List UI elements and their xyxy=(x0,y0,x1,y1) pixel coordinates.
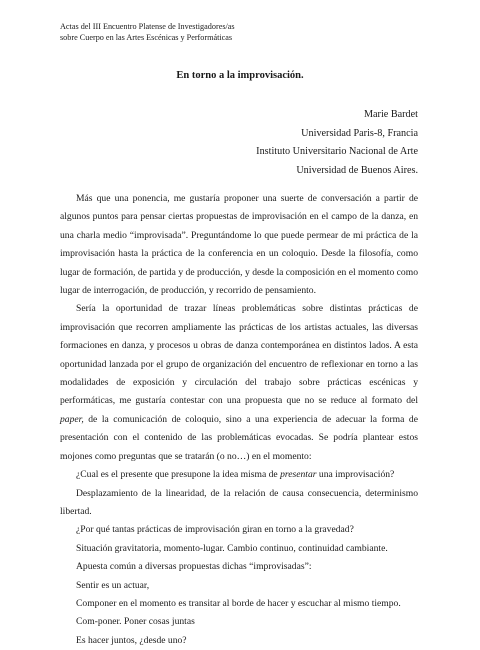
question-present: ¿Cual es el presente que presupone la idea misma de presentar una improvisación? xyxy=(76,469,395,481)
text-line: Situación gravitatoria, momento-lugar. Cambio continuo, continuidad cambiante. xyxy=(76,542,388,554)
article-body xyxy=(60,190,418,650)
text-line: Apuesta común a diversas propuestas dichas “improvisadas”: xyxy=(76,561,312,573)
question-gravity: ¿Por qué tantas prácticas de improvisación giran en torno a la gravedad? xyxy=(76,524,354,536)
author-affiliation: Universidad de Buenos Aires. xyxy=(296,164,418,176)
italic-word: paper, xyxy=(60,413,84,425)
article-title: En torno a la improvisación. xyxy=(176,70,304,81)
header-line-2: sobre Cuerpo en las Artes Escénicas y Performáticas xyxy=(60,32,233,42)
author-block xyxy=(158,106,418,180)
paragraph-opportunity: Sería la oportunidad de trazar líneas problemáticas sobre distintas prácticas de improvisación que recorren ampliamente las prácticas de los artistas actuales, las diversas formaciones en danza, y procesos u obras de danza contemporánea en distintos lados. A esta oportunidad lanzada por el grupo de organización del encuentro de reflexionar en torno a las modalidades de exposición y circulación del trabajo sobre prácticas escénicas y performáticas, me gustaría contestar con una propuesta que no se reduce al formato del paper, de la comunicación de coloquio, sino a una experiencia de adecuar la forma de presentación con el contenido de las problemáticas evocadas. Se podría plantear estos mojones como preguntas que se tratarán (o no…) en el momento: xyxy=(60,303,418,462)
header-line-1: Actas del III Encuentro Platense de Investigadores/as xyxy=(60,22,235,31)
text-line: Sentir es un actuar, xyxy=(76,579,150,591)
paragraph-displacement: Desplazamiento de la linearidad, de la relación de causa consecuencia, determinismo libertad. xyxy=(60,487,418,517)
author-affiliation: Instituto Universitario Nacional de Arte xyxy=(256,146,418,158)
italic-word: presentar xyxy=(280,469,317,481)
paragraph-intro: Más que una ponencia, me gustaría proponer una suerte de conversación a partir de algunos puntos para pensar ciertas propuestas de improvisación en el campo de la danza, en una charla medio “improvisada”. Preguntándome lo que puede permear de mi práctica de la improvisación hasta la práctica de la conferencia en un coloquio. Desde la filosofía, como lugar de formación, de partida y de producción, y desde la composición en el momento como lugar de interrogación, de producción, y recorrido de pensamiento. xyxy=(60,193,418,297)
text-line: Componer en el momento es transitar al borde de hacer y escuchar al mismo tiempo. xyxy=(76,597,401,609)
author-name: Marie Bardet xyxy=(363,109,418,120)
text-line: Es hacer juntos, ¿desde uno? xyxy=(76,634,187,646)
text-line: Com-poner. Poner cosas juntas xyxy=(76,616,195,628)
author-affiliation: Universidad Paris-8, Francia xyxy=(301,127,418,139)
proceedings-header xyxy=(60,22,360,43)
